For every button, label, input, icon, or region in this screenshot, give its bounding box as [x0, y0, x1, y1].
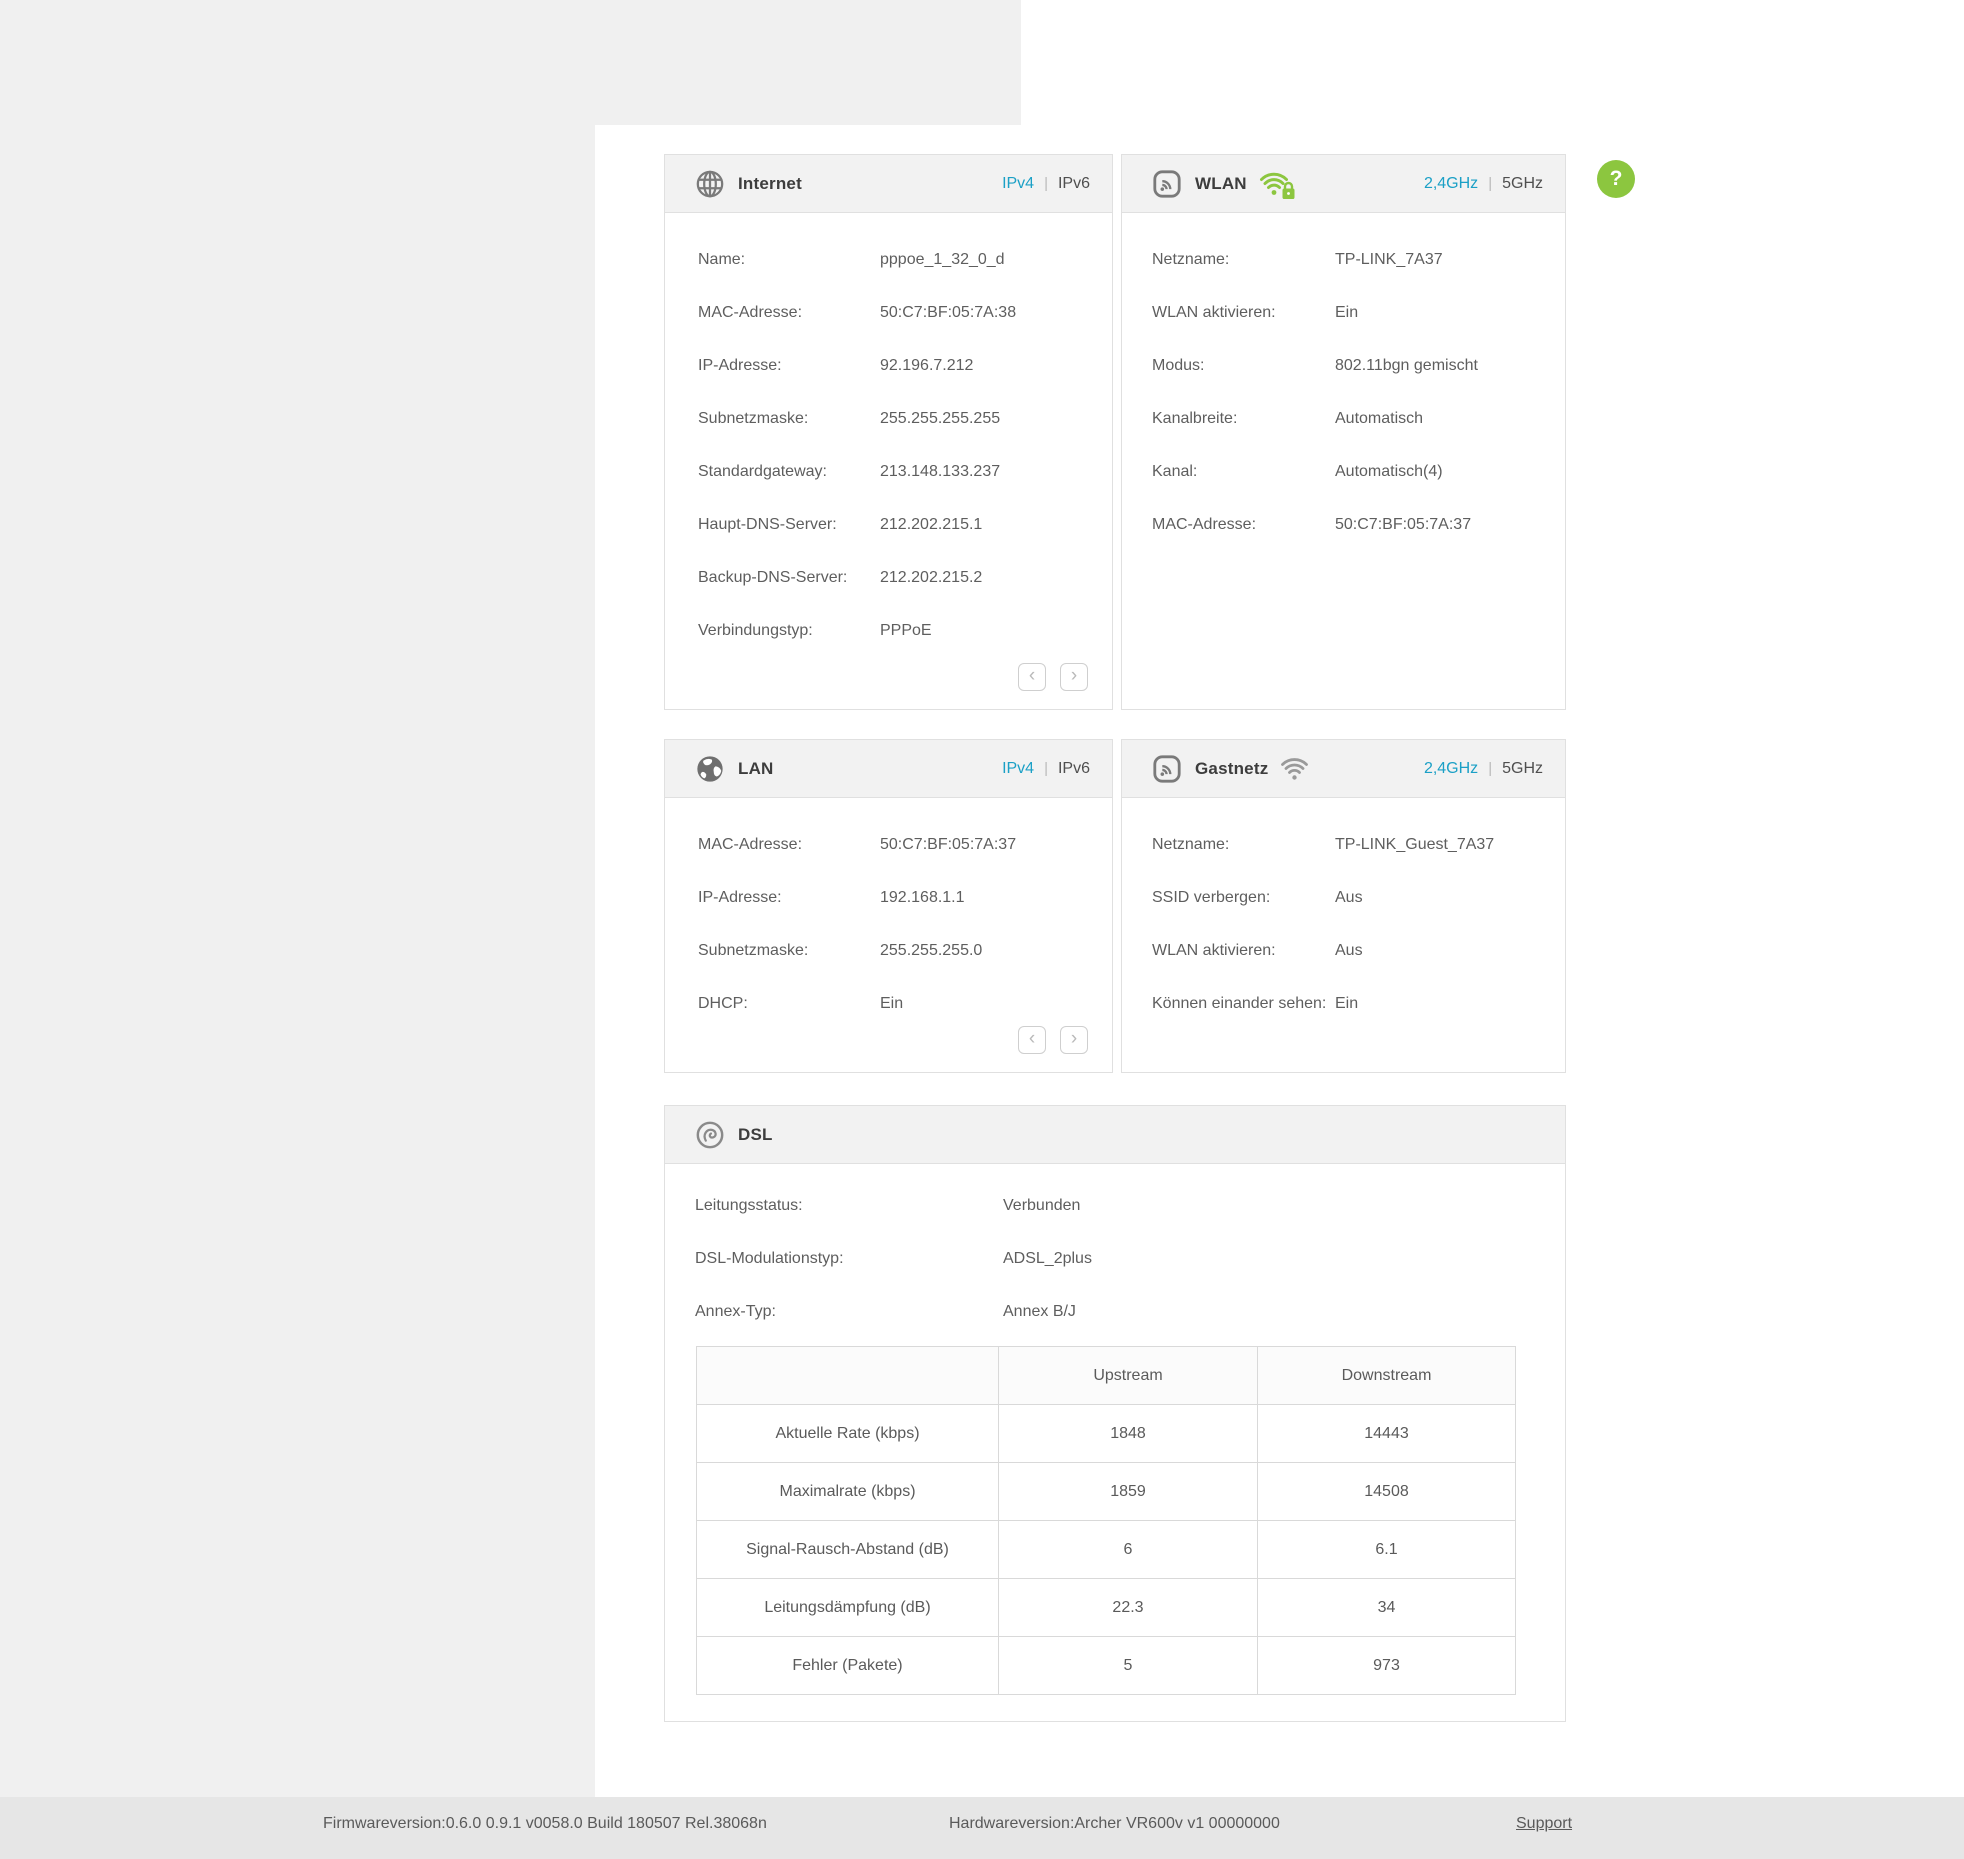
- field-label: WLAN aktivieren:: [1152, 303, 1276, 321]
- field-value: Automatisch: [1335, 409, 1424, 427]
- lan-panel-title: LAN: [738, 758, 774, 778]
- lan-tab-ipv4[interactable]: IPv4: [1002, 759, 1035, 777]
- tab-separator: |: [1488, 760, 1493, 777]
- wlan-panel-header: [1122, 155, 1565, 213]
- internet-panel-title: Internet: [738, 173, 802, 193]
- field-value: 213.148.133.237: [880, 462, 1001, 480]
- upstream-value: 1848: [999, 1405, 1258, 1463]
- field-row: [1152, 924, 1541, 977]
- table-row: [697, 1637, 1516, 1695]
- wlan-tab-5ghz[interactable]: 5GHz: [1502, 174, 1543, 192]
- guest-panel-header: [1122, 740, 1565, 798]
- internet-panel-header: [665, 155, 1112, 213]
- field-label: MAC-Adresse:: [1152, 515, 1257, 533]
- field-value: 192.168.1.1: [880, 888, 965, 906]
- field-value: TP-LINK_7A37: [1335, 250, 1443, 268]
- field-label: Backup-DNS-Server:: [698, 568, 848, 586]
- field-value: pppoe_1_32_0_d: [880, 250, 1005, 268]
- downstream-value: 973: [1258, 1637, 1516, 1695]
- field-row: [1152, 498, 1541, 551]
- left-gray-background: [0, 0, 595, 1797]
- field-row: [698, 871, 1088, 924]
- field-row: [698, 233, 1088, 286]
- column-header-upstream: Upstream: [999, 1347, 1258, 1405]
- field-value: 212.202.215.1: [880, 515, 983, 533]
- prev-page-button[interactable]: ‹: [1018, 663, 1046, 691]
- table-row: [697, 1463, 1516, 1521]
- field-value: 802.11bgn gemischt: [1335, 356, 1478, 374]
- field-value: 50:C7:BF:05:7A:37: [880, 835, 1017, 853]
- internet-tab-ipv4[interactable]: IPv4: [1002, 174, 1035, 192]
- footer-bar: [0, 1797, 1964, 1859]
- field-label: Annex-Typ:: [695, 1302, 776, 1320]
- row-label: Aktuelle Rate (kbps): [697, 1405, 999, 1463]
- field-label: Kanal:: [1152, 462, 1198, 480]
- internet-panel-body: [665, 213, 1112, 657]
- field-value: Ein: [1335, 994, 1359, 1012]
- lan-panel-header: [665, 740, 1112, 798]
- next-page-button[interactable]: ›: [1060, 663, 1088, 691]
- field-label: IP-Adresse:: [698, 888, 782, 906]
- lan-panel: [664, 739, 1113, 1073]
- field-value: 255.255.255.0: [880, 941, 983, 959]
- wlan-panel: [1121, 154, 1566, 710]
- field-value: Aus: [1335, 941, 1363, 959]
- field-value: 50:C7:BF:05:7A:37: [1335, 515, 1472, 533]
- field-value: PPPoE: [880, 621, 932, 639]
- field-value: ADSL_2plus: [1003, 1249, 1092, 1267]
- wifi-off-icon: [1278, 754, 1312, 784]
- wireless-box-icon: [1152, 169, 1182, 199]
- downstream-value: 34: [1258, 1579, 1516, 1637]
- tab-separator: |: [1044, 175, 1048, 192]
- field-row: [695, 1285, 1541, 1338]
- guest-tab-24ghz[interactable]: 2,4GHz: [1423, 759, 1479, 777]
- field-label: Netzname:: [1152, 835, 1230, 853]
- field-value: 50:C7:BF:05:7A:38: [880, 303, 1017, 321]
- firmware-version-text: Firmwareversion:0.6.0 0.9.1 v0058.0 Build 180507 Rel.38068n: [323, 1815, 767, 1832]
- internet-tab-ipv6[interactable]: IPv6: [1057, 174, 1090, 192]
- field-value: Ein: [880, 994, 904, 1012]
- field-label: DHCP:: [698, 994, 748, 1012]
- field-row: [695, 1232, 1541, 1285]
- upstream-value: 5: [999, 1637, 1258, 1695]
- tab-separator: |: [1044, 760, 1048, 777]
- field-label: IP-Adresse:: [698, 356, 782, 374]
- field-label: Verbindungstyp:: [698, 621, 813, 639]
- lan-tab-ipv6[interactable]: IPv6: [1057, 759, 1090, 777]
- wlan-panel-body: [1122, 213, 1565, 551]
- wifi-secured-icon: [1257, 168, 1299, 200]
- table-row: [697, 1521, 1516, 1579]
- field-row: [698, 551, 1088, 604]
- field-value: 212.202.215.2: [880, 568, 983, 586]
- field-row: [1152, 977, 1541, 1030]
- field-row: [698, 286, 1088, 339]
- field-row: [698, 498, 1088, 551]
- field-label: Subnetzmaske:: [698, 941, 809, 959]
- field-value: Verbunden: [1003, 1196, 1081, 1214]
- downstream-value: 6.1: [1258, 1521, 1516, 1579]
- field-row: [1152, 818, 1541, 871]
- field-label: Können einander sehen:: [1152, 994, 1327, 1012]
- hardware-version-text: Hardwareversion:Archer VR600v v1 00000000: [949, 1815, 1280, 1832]
- field-label: Subnetzmaske:: [698, 409, 809, 427]
- field-row: [698, 818, 1088, 871]
- field-label: Leitungsstatus:: [695, 1196, 803, 1214]
- lan-panel-body: [665, 798, 1112, 1030]
- table-row: [697, 1579, 1516, 1637]
- field-row: [698, 392, 1088, 445]
- wireless-box-icon: [1152, 754, 1182, 784]
- field-value: Automatisch(4): [1335, 462, 1443, 480]
- row-label: Signal-Rausch-Abstand (dB): [697, 1521, 999, 1579]
- wlan-tab-24ghz[interactable]: 2,4GHz: [1423, 174, 1479, 192]
- field-label: Modus:: [1152, 356, 1205, 374]
- column-header-downstream: Downstream: [1258, 1347, 1516, 1405]
- lan-pager: [1018, 1026, 1088, 1054]
- globe-icon: [695, 169, 725, 199]
- field-label: Haupt-DNS-Server:: [698, 515, 837, 533]
- guest-network-panel: [1121, 739, 1566, 1073]
- field-value: Ein: [1335, 303, 1359, 321]
- upstream-value: 1859: [999, 1463, 1258, 1521]
- field-label: Netzname:: [1152, 250, 1230, 268]
- prev-page-button[interactable]: ‹: [1018, 1026, 1046, 1054]
- support-link[interactable]: Support: [1516, 1815, 1573, 1832]
- field-row: [1152, 233, 1541, 286]
- row-label: Fehler (Pakete): [697, 1637, 999, 1695]
- field-row: [698, 924, 1088, 977]
- internet-panel: [664, 154, 1113, 710]
- tab-separator: |: [1488, 175, 1493, 192]
- field-label: MAC-Adresse:: [698, 835, 803, 853]
- field-row: [698, 977, 1088, 1030]
- top-gray-background: [0, 0, 1021, 125]
- field-value: TP-LINK_Guest_7A37: [1335, 835, 1495, 853]
- field-row: [695, 1179, 1541, 1232]
- dsl-panel-body: [665, 1164, 1565, 1695]
- upstream-value: 6: [999, 1521, 1258, 1579]
- help-button[interactable]: ?: [1597, 160, 1635, 198]
- field-value: 92.196.7.212: [880, 356, 974, 374]
- field-row: [698, 604, 1088, 657]
- field-value: Aus: [1335, 888, 1363, 906]
- field-row: [1152, 445, 1541, 498]
- next-page-button[interactable]: ›: [1060, 1026, 1088, 1054]
- upstream-value: 22.3: [999, 1579, 1258, 1637]
- field-row: [1152, 392, 1541, 445]
- field-label: SSID verbergen:: [1152, 888, 1271, 906]
- field-row: [1152, 339, 1541, 392]
- downstream-value: 14443: [1258, 1405, 1516, 1463]
- dsl-phone-icon: [695, 1120, 725, 1150]
- field-label: MAC-Adresse:: [698, 303, 803, 321]
- field-row: [1152, 871, 1541, 924]
- field-label: Name:: [698, 250, 746, 268]
- dsl-stats-table: [696, 1346, 1516, 1695]
- row-label: Maximalrate (kbps): [697, 1463, 999, 1521]
- field-value: Annex B/J: [1003, 1302, 1076, 1320]
- downstream-value: 14508: [1258, 1463, 1516, 1521]
- field-row: [698, 339, 1088, 392]
- field-label: DSL-Modulationstyp:: [695, 1249, 844, 1267]
- wlan-panel-title: WLAN: [1195, 173, 1247, 193]
- guest-panel-body: [1122, 798, 1565, 1030]
- internet-pager: [1018, 663, 1088, 691]
- table-header-row: [697, 1347, 1516, 1405]
- field-label: Standardgateway:: [698, 462, 827, 480]
- field-value: 255.255.255.255: [880, 409, 1001, 427]
- dsl-panel: [664, 1105, 1566, 1722]
- dsl-panel-title: DSL: [738, 1124, 773, 1144]
- field-label: Kanalbreite:: [1152, 409, 1238, 427]
- field-row: [698, 445, 1088, 498]
- table-corner-cell: [697, 1347, 999, 1405]
- dsl-panel-header: [665, 1106, 1565, 1164]
- guest-tab-5ghz[interactable]: 5GHz: [1502, 759, 1543, 777]
- guest-panel-title: Gastnetz: [1195, 758, 1269, 778]
- row-label: Leitungsdämpfung (dB): [697, 1579, 999, 1637]
- field-label: WLAN aktivieren:: [1152, 941, 1276, 959]
- field-row: [1152, 286, 1541, 339]
- table-row: [697, 1405, 1516, 1463]
- earth-icon: [695, 754, 725, 784]
